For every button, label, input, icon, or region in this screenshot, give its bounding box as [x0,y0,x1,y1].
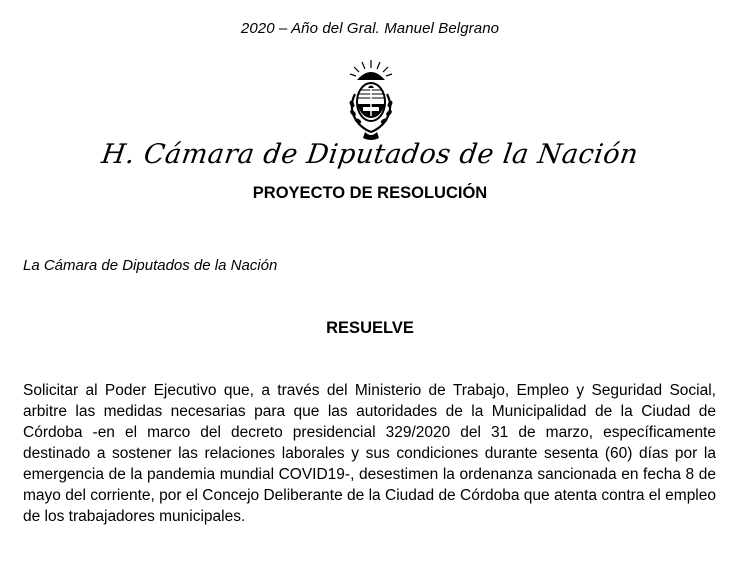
resolve-heading: RESUELVE [326,319,414,337]
national-coat-of-arms-icon [343,58,399,146]
motto-header: 2020 – Año del Gral. Manuel Belgrano [240,20,500,37]
resolution-body: Solicitar al Poder Ejecutivo que, a través del Ministerio de Trabajo, Empleo y Seguridad Social, arbitre las medidas necesarias para que las autoridades de la Municipalidad de la Ciudad de Córdoba -en el marco del decreto presidencial 329/2020 del 31 de marzo, específicamente destinado a sostener las relaciones laborales y sus condiciones durante sesenta (60) días por la emergencia de la pandemia mundial COVID19-, desestimen la ordenanza sancionada en fecha 8 de mayo del corriente, por el Concejo Deliberante de la Ciudad de Córdoba que atenta contra el empleo de los trabajadores municipales. [23,382,716,525]
chamber-name: H. Cámara de Diputados de la Nación [99,139,641,170]
intro-line: La Cámara de Diputados de la Nación [23,257,278,274]
document-title: PROYECTO DE RESOLUCIÓN [252,184,488,202]
